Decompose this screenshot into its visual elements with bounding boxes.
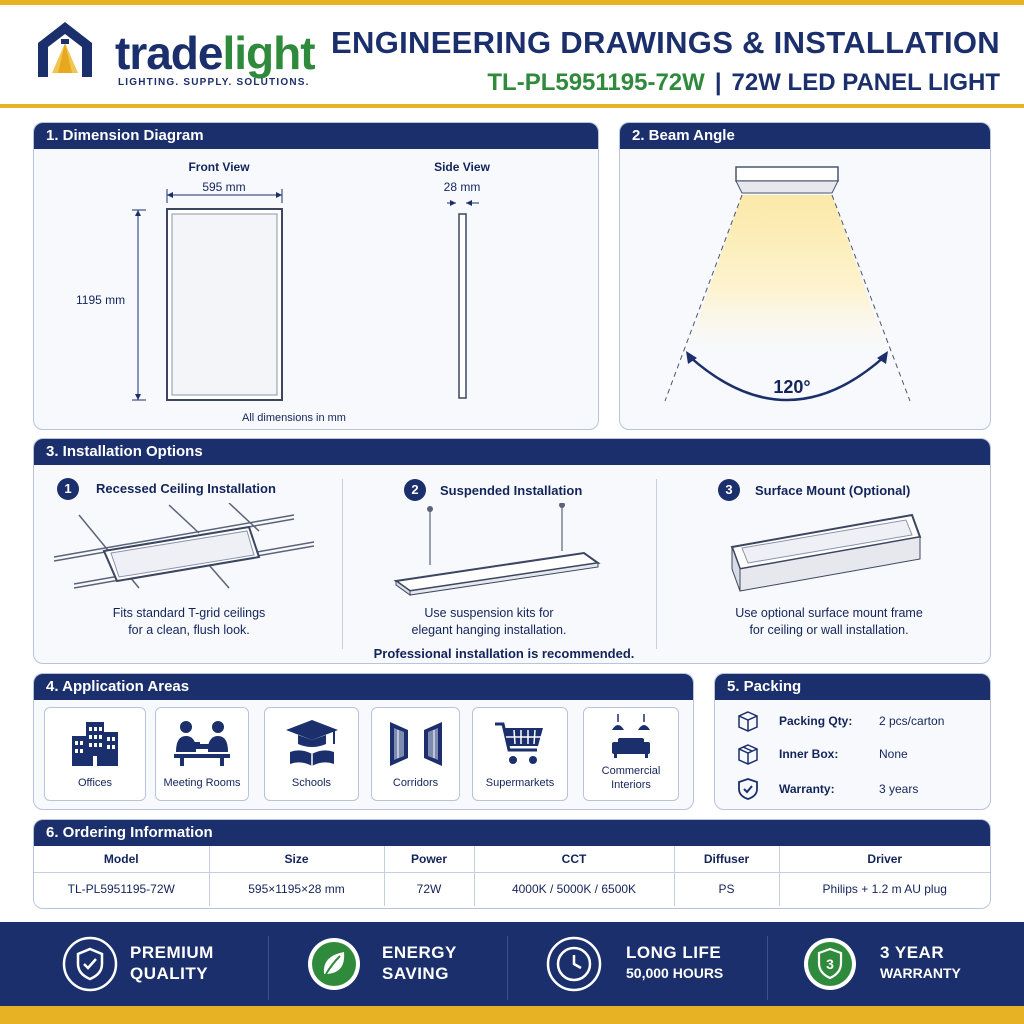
warranty-value: 3 years bbox=[879, 782, 919, 796]
side-view-label: Side View bbox=[434, 160, 490, 174]
ordering-heading: 6. Ordering Information bbox=[34, 820, 990, 846]
ordering-col-driver: Driver bbox=[779, 846, 990, 872]
installation-heading: 3. Installation Options bbox=[34, 439, 990, 465]
application-label-commercial: Commercial bbox=[601, 765, 661, 777]
front-view-label: Front View bbox=[188, 160, 250, 174]
beam-angle-heading: 2. Beam Angle bbox=[620, 123, 990, 149]
option-number-3: 3 bbox=[718, 479, 740, 501]
applications-panel bbox=[33, 673, 694, 810]
footer-energy-line2: SAVING bbox=[382, 964, 449, 983]
ordering-cell-model: TL-PL5951195-72W bbox=[34, 872, 209, 906]
sofa-lamp-icon bbox=[604, 714, 658, 758]
front-width-label: 595 mm bbox=[202, 180, 246, 194]
brand-name-part2: light bbox=[222, 27, 315, 79]
footer-accent-bar bbox=[0, 1006, 1024, 1024]
application-supermarkets bbox=[472, 707, 568, 801]
option-desc-suspended-line2: elegant hanging installation. bbox=[411, 623, 567, 637]
footer-premium-text bbox=[130, 942, 214, 984]
option-desc-recessed bbox=[54, 605, 324, 639]
footer-premium-line2: QUALITY bbox=[130, 964, 209, 983]
footer-energy-text bbox=[382, 942, 457, 984]
svg-text:3: 3 bbox=[826, 956, 834, 972]
beam-angle-value: 120° bbox=[773, 377, 811, 397]
footer-divider-1 bbox=[268, 936, 269, 1000]
dimension-panel bbox=[33, 122, 599, 430]
ordering-cell-power: 72W bbox=[384, 872, 474, 906]
corridor-icon bbox=[386, 718, 446, 768]
option-desc-recessed-line2: for a clean, flush look. bbox=[128, 623, 250, 637]
packing-heading: 5. Packing bbox=[715, 674, 990, 700]
ordering-cell-size: 595×1195×28 mm bbox=[209, 872, 384, 906]
leaf-icon bbox=[306, 936, 362, 992]
warranty-label: Warranty: bbox=[779, 782, 835, 796]
option-number-1: 1 bbox=[57, 478, 79, 500]
beam-angle-panel bbox=[619, 122, 991, 430]
application-label-interiors: Interiors bbox=[611, 779, 651, 791]
application-label-offices: Offices bbox=[77, 777, 113, 789]
application-commercial-interiors bbox=[583, 707, 679, 801]
office-building-icon bbox=[68, 718, 122, 768]
option-desc-suspended bbox=[369, 605, 609, 639]
dimension-drawing bbox=[34, 123, 599, 430]
option-title-surface-mount: Surface Mount (Optional) bbox=[755, 483, 911, 498]
option-desc-suspended-line1: Use suspension kits for bbox=[424, 606, 554, 620]
ordering-table bbox=[34, 846, 990, 906]
ordering-panel bbox=[33, 819, 991, 909]
ordering-col-diffuser: Diffuser bbox=[674, 846, 779, 872]
application-offices bbox=[44, 707, 146, 801]
option-desc-surface-mount-line2: for ceiling or wall installation. bbox=[749, 623, 909, 637]
clock-icon bbox=[546, 936, 602, 992]
ordering-col-size: Size bbox=[209, 846, 384, 872]
meeting-room-icon bbox=[172, 718, 232, 768]
application-label-schools: Schools bbox=[291, 777, 332, 789]
footer-divider-2 bbox=[507, 936, 508, 1000]
dimension-heading: 1. Dimension Diagram bbox=[34, 123, 598, 149]
suspended-installation-illustration bbox=[384, 503, 614, 599]
footer-warranty-line1: 3 YEAR bbox=[880, 943, 945, 962]
product-name: 72W LED PANEL LIGHT bbox=[731, 69, 1000, 96]
option-desc-surface-mount bbox=[694, 605, 964, 639]
side-depth-label: 28 mm bbox=[443, 180, 481, 194]
shopping-cart-icon bbox=[493, 718, 547, 768]
page-subtitle bbox=[487, 69, 1000, 97]
application-schools bbox=[264, 707, 359, 801]
ordering-col-model: Model bbox=[34, 846, 209, 872]
option-divider-2 bbox=[656, 479, 657, 649]
footer-premium-line1: PREMIUM bbox=[130, 943, 214, 962]
installation-note: Professional installation is recommended. bbox=[373, 646, 635, 661]
ordering-cell-driver: Philips + 1.2 m AU plug bbox=[779, 872, 990, 906]
graduation-cap-icon bbox=[284, 718, 340, 768]
table-row bbox=[34, 872, 990, 906]
shield-check-icon bbox=[62, 936, 118, 992]
inner-box-value: None bbox=[879, 747, 908, 761]
surface-mount-illustration bbox=[724, 507, 934, 603]
packing-qty-label: Packing Qty: bbox=[779, 714, 853, 728]
application-label-supermarkets: Supermarkets bbox=[485, 777, 555, 789]
application-meeting-rooms bbox=[155, 707, 249, 801]
brand-wordmark bbox=[115, 27, 315, 79]
ordering-cell-cct: 4000K / 5000K / 6500K bbox=[474, 872, 674, 906]
recessed-ceiling-illustration bbox=[49, 503, 319, 593]
ordering-cell-diffuser: PS bbox=[674, 872, 779, 906]
ordering-col-cct: CCT bbox=[474, 846, 674, 872]
ordering-header-row bbox=[34, 846, 990, 872]
option-desc-recessed-line1: Fits standard T-grid ceilings bbox=[112, 606, 266, 620]
packing-panel bbox=[714, 673, 991, 810]
option-title-suspended: Suspended Installation bbox=[440, 483, 583, 498]
ordering-col-power: Power bbox=[384, 846, 474, 872]
application-label-commercial-interiors bbox=[584, 764, 678, 792]
tradelight-logo-icon bbox=[34, 19, 96, 81]
application-corridors bbox=[371, 707, 460, 801]
footer-energy-line1: ENERGY bbox=[382, 943, 457, 962]
footer-warranty-text bbox=[880, 942, 961, 983]
footer-long-life-line1: LONG LIFE bbox=[626, 943, 722, 962]
applications-heading: 4. Application Areas bbox=[34, 674, 693, 700]
footer-divider-3 bbox=[767, 936, 768, 1000]
footer-long-life-line2: 50,000 HOURS bbox=[626, 965, 724, 981]
footer-warranty-line2: WARRANTY bbox=[880, 965, 961, 981]
model-code: TL-PL5951195-72W bbox=[487, 69, 705, 96]
brand-tagline: LIGHTING. SUPPLY. SOLUTIONS. bbox=[118, 77, 310, 88]
box-icon bbox=[737, 710, 759, 732]
inner-box-icon bbox=[737, 743, 759, 765]
shield-check-icon bbox=[737, 777, 759, 801]
application-label-corridors: Corridors bbox=[392, 777, 439, 789]
packing-qty-value: 2 pcs/carton bbox=[879, 714, 945, 728]
page-title: ENGINEERING DRAWINGS & INSTALLATION bbox=[331, 25, 1000, 60]
brand-name-part1: trade bbox=[115, 27, 223, 79]
front-height-label: 1195 mm bbox=[76, 293, 126, 307]
option-desc-surface-mount-line1: Use optional surface mount frame bbox=[735, 606, 923, 620]
inner-box-label: Inner Box: bbox=[779, 747, 839, 761]
footer-banner bbox=[0, 922, 1024, 1014]
footer-long-life-text bbox=[626, 942, 723, 983]
warranty-shield-icon bbox=[802, 936, 858, 992]
option-number-2: 2 bbox=[404, 479, 426, 501]
title-separator: | bbox=[714, 69, 722, 96]
option-title-recessed: Recessed Ceiling Installation bbox=[96, 481, 276, 496]
application-label-meeting-rooms: Meeting Rooms bbox=[163, 777, 241, 789]
header bbox=[0, 5, 1024, 108]
dimension-note: All dimensions in mm bbox=[242, 412, 346, 424]
option-divider-1 bbox=[342, 479, 343, 649]
installation-panel bbox=[33, 438, 991, 664]
